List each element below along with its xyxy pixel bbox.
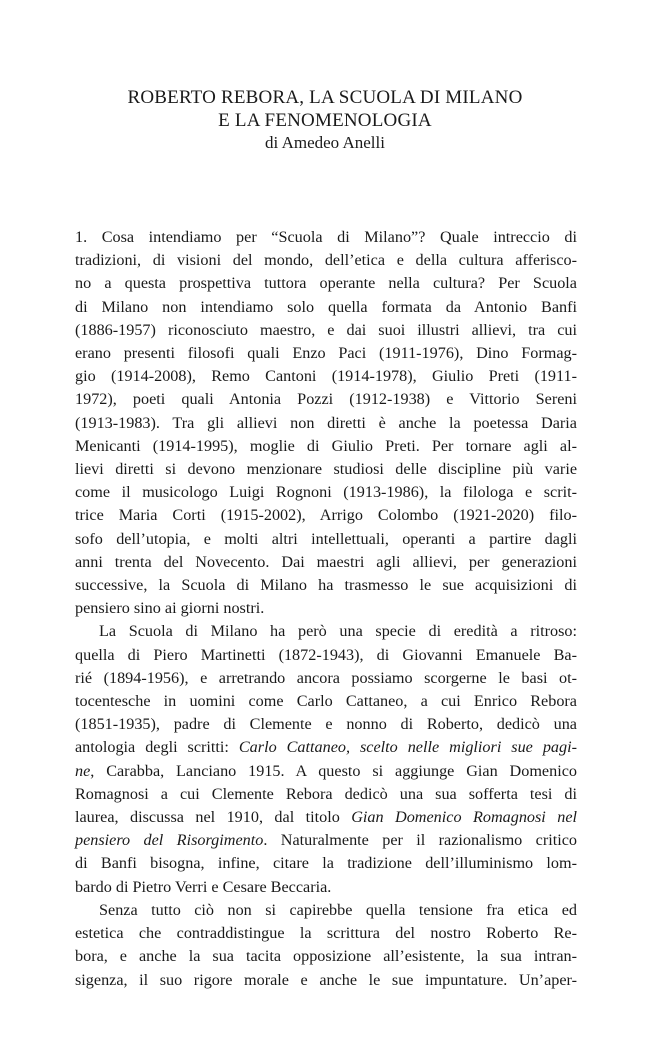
text-line: estetica che contraddistingue la scrittura del nostro Roberto Re- [75, 924, 577, 943]
paragraph-2-line: antologia degli scritti: Carlo Cattaneo, scelto nelle migliori sue pagi- [75, 738, 577, 757]
text-line: erano presenti filosofi quali Enzo Paci (1911-1976), Dino Formag- [75, 344, 577, 363]
text-line: anni trenta del Novecento. Dai maestri agli allievi, per generazioni [75, 552, 577, 571]
article-title-line-1: ROBERTO REBORA, LA SCUOLA DI MILANO [127, 87, 523, 108]
thesis-title-italic: Gian Domenico Romagnosi nel [351, 808, 578, 827]
paragraph-1 [75, 226, 577, 620]
paragraph-2-line: quella di Piero Martinetti (1872-1943), di Giovanni Emanuele Ba- [75, 645, 577, 664]
paragraph-2-line: tocentesche in uomini come Carlo Cattaneo, a cui Enrico Rebora [75, 692, 577, 711]
article-author: di Amedeo Anelli [265, 133, 385, 152]
text-line: no a questa prospettiva tuttora operante nella cultura? Per Scuola [75, 274, 577, 293]
text-line: Senza tutto ciò non si capirebbe quella tensione fra etica ed [99, 900, 577, 919]
text-line: di Milano non intendiamo solo quella formata da Antonio Banfi [75, 297, 577, 316]
text-line: 1. Cosa intendiamo per “Scuola di Milano”? Quale intreccio di [75, 228, 577, 246]
text-line: tradizioni, di visioni del mondo, dell’etica e della cultura afferisco- [75, 251, 577, 270]
paragraph-2-line: ne, Carabba, Lanciano 1915. A questo si aggiunge Gian Domenico [75, 761, 577, 780]
text-line: successive, la Scuola di Milano ha trasmesso le sue acquisizioni di [75, 576, 577, 595]
text-line: bora, e anche la sua tacita opposizione all’esistente, la sua intran- [75, 947, 577, 966]
paragraph-2-line: rié (1894-1956), e arretrando ancora possiamo scorgerne le basi ot- [75, 668, 577, 687]
text-line: lievi diretti si devono menzionare studiosi delle discipline più varie [75, 460, 577, 479]
text-line: trice Maria Corti (1915-2002), Arrigo Colombo (1921-2020) filo- [75, 506, 577, 525]
text-line: gio (1914-2008), Remo Cantoni (1914-1978), Giulio Preti (1911- [75, 367, 577, 386]
article-title-line-2: E LA FENOMENOLOGIA [218, 110, 432, 131]
text-line: (1886-1957) riconosciuto maestro, e dai suoi illustri allievi, tra cui [75, 320, 577, 339]
text-line: sigenza, il suo rigore morale e anche le sue impuntature. Un’aper- [75, 970, 577, 989]
book-title-italic: Carlo Cattaneo, scelto nelle migliori sue pagi- [238, 738, 577, 757]
paragraph-2-line: di Banfi bisogna, infine, citare la tradizione dell’illuminismo lom- [75, 854, 577, 873]
paragraph-2 [75, 620, 577, 898]
text-line: (1913-1983). Tra gli allievi non diretti è anche la poetessa Daria [75, 413, 577, 432]
paragraph-2-line: Romagnosi a cui Clemente Rebora dedicò una sua sofferta tesi di [75, 784, 577, 803]
text-line: pensiero sino ai giorni nostri. [75, 599, 265, 618]
text-line: 1972), poeti quali Antonia Pozzi (1912-1938) e Vittorio Sereni [75, 390, 577, 409]
article-header [0, 86, 650, 153]
book-title-italic: ne [75, 761, 91, 780]
paragraph-2-line: laurea, discussa nel 1910, dal titolo Gian Domenico Romagnosi nel [75, 808, 578, 827]
article-body [75, 226, 577, 992]
text-line: come il musicologo Luigi Rognoni (1913-1986), la filologa e scrit- [75, 483, 577, 502]
paragraph-2-line: bardo di Pietro Verri e Cesare Beccaria. [75, 877, 332, 896]
text-line: Menicanti (1914-1995), moglie di Giulio Preti. Per tornare agli al- [75, 436, 577, 455]
paragraph-3 [75, 899, 577, 992]
paragraph-2-line: pensiero del Risorgimento. Naturalmente per il razionalismo critico [75, 831, 577, 850]
paragraph-2-line: (1851-1935), padre di Clemente e nonno di Roberto, dedicò una [75, 715, 577, 734]
text-line: sofo dell’utopia, e molti altri intellettuali, operanti a partire dagli [75, 529, 577, 548]
thesis-title-italic: pensiero del Risorgimento [75, 831, 264, 850]
paragraph-2-line: La Scuola di Milano ha però una specie di eredità a ritroso: [99, 622, 577, 641]
